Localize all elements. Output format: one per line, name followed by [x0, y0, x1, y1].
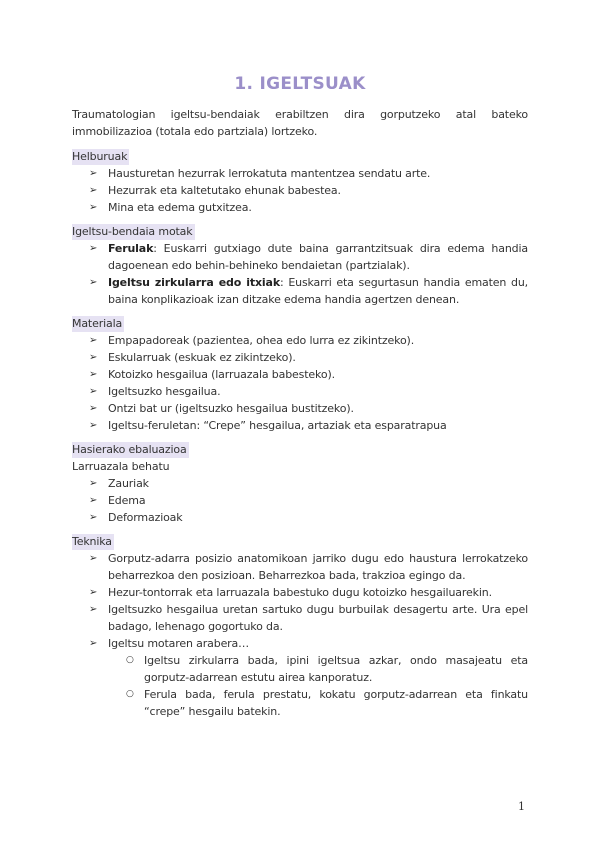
- page-title: 1. IGELTSUAK: [234, 74, 366, 94]
- list-item: ○ Igeltsu zirkularra bada, ipini igeltsua azkar, ondo masajeatu eta gorputz-adarrean estutu airea kanporatuz.: [126, 654, 528, 684]
- materiala-list: [72, 332, 528, 434]
- section-heading-motak: Igeltsu-bendaia motak: [72, 225, 193, 238]
- arrow-bullet-icon: ➢: [89, 185, 98, 196]
- teknika-sublist: [108, 652, 528, 720]
- list-item: ○ Ferula bada, ferula prestatu, kokatu gorputz-adarrean eta finkatu “crepe” hesgailu batekin.: [126, 688, 528, 718]
- list-item: ➢ Igeltsu zirkularra edo itxiak: Euskarri eta segurtasun handia ematen du, baina konplikazioak izan ditzake edema handia agertzen denean.: [89, 276, 528, 306]
- list-item: ➢ Edema: [89, 494, 146, 507]
- section-helburuak: [72, 148, 528, 216]
- term-ferulak: Ferulak: [108, 242, 154, 255]
- arrow-bullet-icon: ➢: [89, 243, 98, 254]
- list-item: ➢ Hezur-tontorrak eta larruazala babestuko dugu kotoizko hesgailuarekin.: [89, 586, 492, 599]
- list-item: ➢ Ontzi bat ur (igeltsuzko hesgailua bustitzeko).: [89, 402, 354, 415]
- list-item: ➢ Gorputz-adarra posizio anatomikoan jarriko dugu edo haustura lerrokatzeko beharrezkoa den posizioan. Beharrezkoa bada, trakzioa egingo da.: [89, 552, 528, 582]
- intro-paragraph: Traumatologian igeltsu-bendaiak erabiltzen dira gorputzeko atal bateko immobilizazioa (totala edo partziala) lortzeko.: [72, 108, 528, 138]
- list-item: ➢ Igeltsuzko hesgailua.: [89, 385, 221, 398]
- arrow-bullet-icon: ➢: [89, 202, 98, 213]
- list-item: ➢ Igeltsuzko hesgailua uretan sartuko dugu burbuilak desagertu arte. Ura epel badago, lehenago gogortuko da.: [89, 603, 528, 633]
- motak-list: [72, 240, 528, 308]
- circle-bullet-icon: ○: [126, 655, 134, 665]
- ebaluazioa-list: [72, 475, 528, 526]
- list-item: ➢ Igeltsu-feruletan: “Crepe” hesgailua, artaziak eta esparatrapua: [89, 419, 447, 432]
- section-teknika: [72, 533, 528, 720]
- list-item: ➢ Ferulak: Euskarri gutxiago dute baina garrantzitsuak dira edema handia dagoenean edo behin-behineko bendaietan (partzialak).: [89, 242, 528, 272]
- section-materiala: [72, 315, 528, 434]
- arrow-bullet-icon: ➢: [89, 369, 98, 380]
- arrow-bullet-icon: ➢: [89, 335, 98, 346]
- arrow-bullet-icon: ➢: [89, 587, 98, 598]
- term-igeltsu-zirkularra: Igeltsu zirkularra edo itxiak: [108, 276, 280, 289]
- teknika-list: [72, 550, 528, 720]
- section-heading-helburuak: Helburuak: [72, 150, 128, 163]
- list-item: ➢ Zauriak: [89, 477, 149, 490]
- list-item: ➢ Deformazioak: [89, 511, 183, 524]
- section-heading-materiala: Materiala: [72, 317, 123, 330]
- list-item: ➢ Empapadoreak (pazientea, ohea edo lurra ez zikintzeko).: [89, 334, 415, 347]
- section-heading-teknika: Teknika: [72, 535, 112, 548]
- helburuak-list: [72, 165, 528, 216]
- list-item: ➢ Igeltsu motaren arabera… ○ Igeltsu zirkularra bada, ipini igeltsua azkar, ondo masajeatu eta gorputz-adarrean estutu airea kanporatuz. ○ Ferula bada, ferula prestatu, kokatu gorputz-adarrean eta finkatu “crepe” hesgailu batekin.: [72, 635, 528, 720]
- arrow-bullet-icon: ➢: [89, 512, 98, 523]
- page-number: 1: [518, 800, 525, 813]
- arrow-bullet-icon: ➢: [89, 478, 98, 489]
- arrow-bullet-icon: ➢: [89, 420, 98, 431]
- ebaluazioa-subheading: Larruazala behatu: [72, 460, 170, 473]
- arrow-bullet-icon: ➢: [89, 553, 98, 564]
- arrow-bullet-icon: ➢: [89, 277, 98, 288]
- arrow-bullet-icon: ➢: [89, 168, 98, 179]
- list-item: ➢ Hausturetan hezurrak lerrokatuta mantentzea sendatu arte.: [89, 167, 431, 180]
- arrow-bullet-icon: ➢: [89, 403, 98, 414]
- section-motak: [72, 223, 528, 308]
- list-item: ➢ Eskularruak (eskuak ez zikintzeko).: [89, 351, 296, 364]
- arrow-bullet-icon: ➢: [89, 386, 98, 397]
- section-ebaluazioa: [72, 441, 528, 526]
- list-item: ➢ Kotoizko hesgailua (larruazala babesteko).: [89, 368, 335, 381]
- document-body: [72, 106, 528, 727]
- section-heading-ebaluazioa: Hasierako ebaluazioa: [72, 443, 187, 456]
- list-item: ➢ Mina eta edema gutxitzea.: [89, 201, 252, 214]
- arrow-bullet-icon: ➢: [89, 638, 98, 649]
- circle-bullet-icon: ○: [126, 689, 134, 699]
- arrow-bullet-icon: ➢: [89, 495, 98, 506]
- list-item: ➢ Hezurrak eta kaltetutako ehunak babestea.: [89, 184, 341, 197]
- arrow-bullet-icon: ➢: [89, 604, 98, 615]
- arrow-bullet-icon: ➢: [89, 352, 98, 363]
